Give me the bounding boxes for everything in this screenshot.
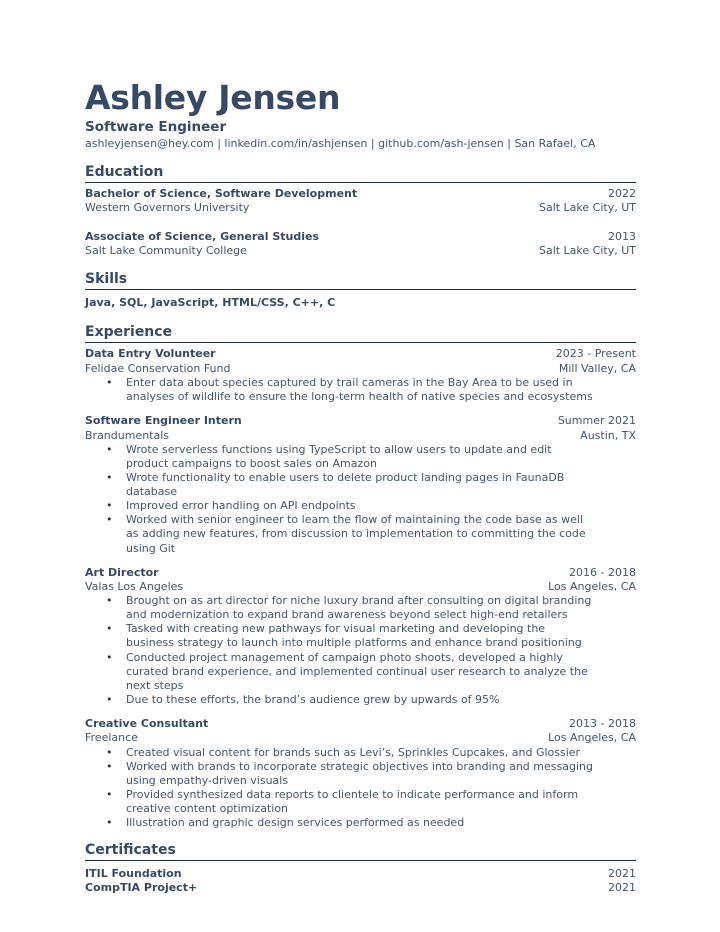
job-role: Data Entry Volunteer — [85, 347, 216, 361]
bullet-item: • Worked with brands to incorporate strategic objectives into branding and messaging using empathy-driven visuals — [126, 760, 596, 788]
education-heading: Education — [85, 163, 636, 183]
job-org: Freelance — [85, 731, 138, 745]
experience-entry — [85, 566, 636, 707]
bullet-item: • Conducted project management of campaign photo shoots, developed a highly curated brand experience, and implemented continual user research to analyze the next steps — [126, 651, 596, 693]
bullet-item: • Due to these efforts, the brand’s audience grew by upwards of 95% — [126, 693, 596, 707]
bullet-item: • Tasked with creating new pathways for visual marketing and developing the business strategy to launch into multiple platforms and enhance brand positioning — [126, 622, 596, 650]
certificate-name: CompTIA Project+ — [85, 881, 198, 895]
school: Salt Lake Community College — [85, 243, 247, 257]
experience-entry — [85, 347, 636, 404]
job-dates: 2023 - Present — [555, 347, 636, 361]
job-bullets — [85, 746, 636, 831]
education-entry — [85, 230, 636, 259]
resume-content — [85, 80, 636, 896]
school: Western Governors University — [85, 201, 250, 215]
bullet-item: • Wrote functionality to enable users to delete product landing pages in FaunaDB database — [126, 471, 596, 499]
school-location: Salt Lake City, UT — [538, 243, 636, 257]
job-role: Creative Consultant — [85, 716, 209, 730]
degree: Bachelor of Science, Software Development — [85, 187, 358, 200]
job-location: Austin, TX — [580, 428, 636, 442]
certificate-year: 2021 — [608, 881, 636, 895]
certificate-item — [85, 881, 636, 895]
bullet-item: • Created visual content for brands such as Levi’s, Sprinkles Cupcakes, and Glossier — [126, 746, 596, 760]
job-location: Los Angeles, CA — [548, 731, 636, 745]
experience-entry — [85, 414, 636, 555]
experience-entry — [85, 717, 636, 830]
job-org: Felidae Conservation Fund — [85, 361, 231, 375]
bullet-item: • Wrote serverless functions using TypeScript to allow users to update and edit product campaigns to boost sales on Amazon — [126, 443, 596, 471]
bullet-item: • Illustration and graphic design services performed as needed — [126, 816, 596, 830]
job-location: Los Angeles, CA — [548, 579, 636, 593]
bullet-item: • Improved error handling on API endpoints — [126, 499, 596, 513]
job-org: Brandumentals — [85, 428, 170, 442]
bullet-item: • Brought on as art director for niche luxury brand after consulting on digital branding and modernization to expand brand awareness beyond select high-end retailers — [126, 594, 596, 622]
certificates-heading: Certificates — [85, 841, 636, 861]
education-entry — [85, 187, 636, 216]
skills-heading: Skills — [85, 270, 636, 290]
certificate-item — [85, 867, 636, 881]
candidate-title: Software Engineer — [85, 119, 227, 135]
skills-list: Java, SQL, JavaScript, HTML/CSS, C++, C — [85, 296, 336, 310]
job-dates: 2013 - 2018 — [569, 716, 636, 730]
bullet-item: • Worked with senior engineer to learn the flow of maintaining the code base as well as adding new features, from discussion to implementation to committing the code using Git — [126, 513, 596, 555]
job-location: Mill Valley, CA — [558, 361, 636, 375]
job-dates: 2016 - 2018 — [569, 565, 636, 579]
degree-year: 2013 — [608, 229, 636, 243]
bullet-item: • Provided synthesized data reports to clientele to indicate performance and inform creative content optimization — [126, 788, 596, 816]
certificate-year: 2021 — [608, 867, 636, 881]
certificates-list — [85, 867, 636, 896]
job-bullets — [85, 594, 636, 707]
job-bullets — [85, 376, 636, 404]
job-bullets — [85, 443, 636, 556]
job-org: Valas Los Angeles — [85, 579, 184, 593]
certificate-name: ITIL Foundation — [85, 867, 182, 881]
experience-heading: Experience — [85, 323, 636, 343]
job-role: Software Engineer Intern — [85, 414, 242, 428]
bullet-item: • Enter data about species captured by trail cameras in the Bay Area to be used in analyses of wildlife to ensure the long-term health of native species and ecosystems — [126, 376, 596, 404]
school-location: Salt Lake City, UT — [538, 201, 636, 215]
job-dates: Summer 2021 — [557, 414, 636, 428]
job-role: Art Director — [85, 565, 159, 579]
degree-year: 2022 — [608, 187, 636, 200]
degree: Associate of Science, General Studies — [85, 229, 319, 243]
candidate-name: Ashley Jensen — [85, 78, 341, 117]
contact-line: ashleyjensen@hey.com | linkedin.com/in/ashjensen | github.com/ash-jensen | San Rafael, CA — [85, 137, 596, 150]
